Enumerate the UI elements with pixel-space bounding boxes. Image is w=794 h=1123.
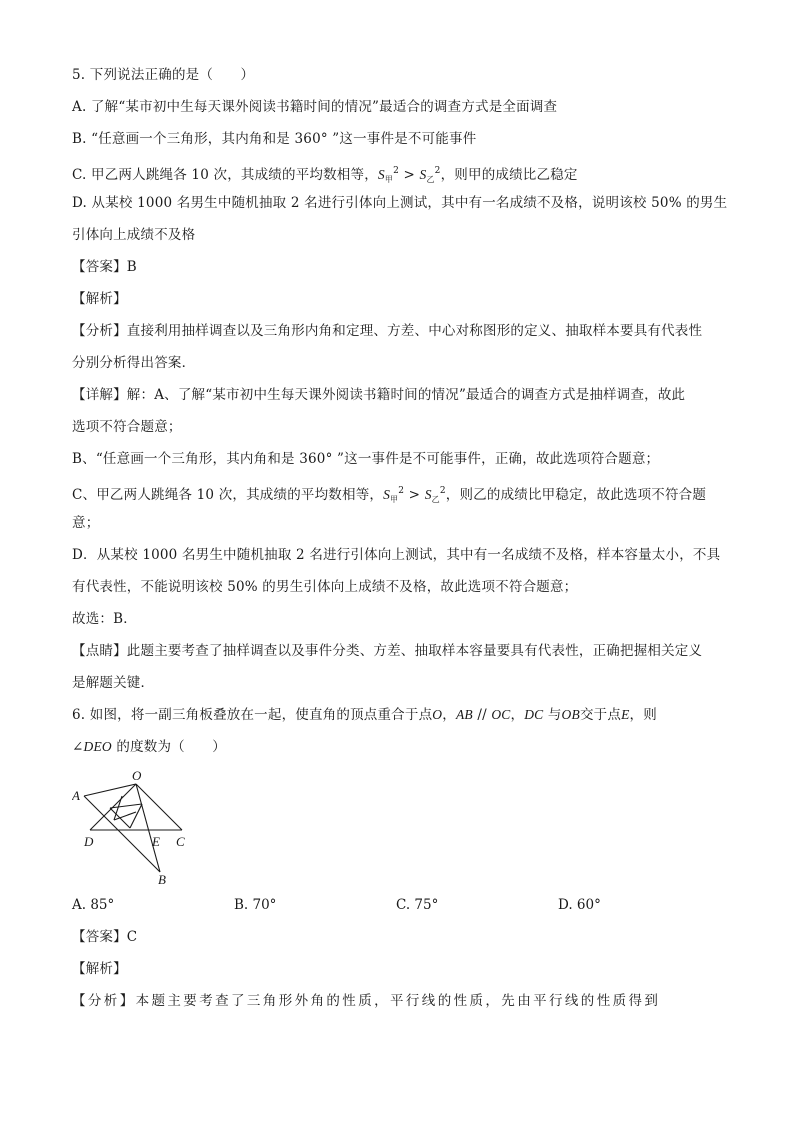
subscript-jia: 甲 (384, 175, 394, 184)
label-a: A (72, 788, 80, 803)
q6-stem-text-e: 交于点 (579, 707, 622, 723)
q5-title: 5. 下列说法正确的是（ ） (72, 67, 255, 83)
q6-stem-text-d: 与 (543, 707, 562, 723)
q5-dianjing-line1: 【点睛】此题主要考查了抽样调查以及事件分类、方差、抽取样本容量要具有代表性，正确把握相关定义 (72, 643, 703, 659)
segment-do (90, 784, 136, 830)
q5-xiangjie-line6: D．从某校 1000 名男生中随机抽取 2 名进行引体向上测试，其中有一名成绩不及格，样本容量太小，不具 (72, 547, 721, 563)
segment-ab (84, 796, 160, 872)
q6-choice-b: B. 70° (234, 897, 277, 913)
q5-fenxi-line2: 分别分析得出答案． (72, 355, 196, 371)
q6-segment-oc: OC (491, 707, 511, 722)
q6-choice-d: D. 60° (558, 897, 601, 913)
q5-conclusion: 故选：B． (72, 611, 137, 627)
superscript-two-3: 2 (398, 486, 405, 496)
q6-angle-deo: DEO (83, 739, 112, 754)
q5-fenxi-line1: 【分析】直接利用抽样调查以及三角形内角和定理、方差、中心对称图形的定义、抽取样本要具有代表性 (72, 323, 703, 339)
segment-oc (136, 784, 182, 830)
variance-symbol-s-2: S (419, 167, 427, 182)
q5-option-d-line1: D. 从某校 1000 名男生中随机抽取 2 名进行引体向上测试，其中有一名成绩不及格，说明该校 50% 的男生 (72, 195, 728, 211)
q6-point-e: E (621, 707, 630, 722)
subscript-yi-2: 乙 (431, 495, 440, 504)
q5-variance-expression (378, 167, 441, 183)
label-e: E (152, 834, 160, 849)
q5-option-c-text-post: ，则甲的成绩比乙稳定 (440, 167, 578, 183)
superscript-two-4: 2 (439, 486, 446, 496)
q6-stem-text-a: 6. 如图，将一副三角板叠放在一起，使直角的顶点重合于点 (72, 707, 433, 723)
q6-angle-sign: ∠ (72, 739, 84, 755)
q5-xiangjie-line3: B、“任意画一个三角形，其内角和是 360° ”这一事件是不可能事件，正确，故此选项符合题意； (72, 451, 660, 467)
q6-jiexi-heading: 【解析】 (72, 961, 127, 977)
segment-ob (136, 784, 160, 872)
q6-choices (72, 892, 732, 924)
q5-variance-expression-2 (383, 487, 446, 503)
label-o: O (132, 768, 142, 783)
label-b: B (158, 872, 166, 886)
variance-symbol-s: S (377, 167, 385, 182)
q5-option-b: B. “任意画一个三角形，其内角和是 360° ”这一事件是不可能事件 (72, 131, 477, 147)
label-d: D (84, 834, 94, 849)
q6-fenxi-line1: 【分析】本题主要考查了三角形外角的性质，平行线的性质，先由平行线的性质得到 (72, 993, 661, 1009)
q6-parallel-sign: // (472, 707, 492, 723)
q6-choice-a: A. 85° (72, 897, 115, 913)
label-c: C (176, 834, 185, 849)
segment-ao (84, 784, 136, 796)
q6-triangle-figure (72, 768, 732, 886)
greater-than-sign: > (399, 167, 420, 183)
variance-symbol-s-4: S (424, 487, 432, 502)
q6-stem-text-f: ，则 (629, 707, 657, 723)
q6-figure-svg (72, 768, 202, 886)
subscript-yi: 乙 (426, 175, 435, 184)
inner-line-2 (130, 804, 142, 828)
q5-jiexi-heading: 【解析】 (72, 291, 127, 307)
q5-xiangjie-line2: 选项不符合题意； (72, 419, 182, 435)
q5-xiangjie-line4 (72, 478, 732, 510)
q5-answer: 【答案】B (72, 259, 137, 275)
document-page (72, 62, 732, 1020)
q6-choice-c: C. 75° (396, 897, 439, 913)
q6-segment-dc: DC (524, 707, 544, 722)
q5-xiangjie-line1: 【详解】解：A、了解“某市初中生每天课外阅读书籍时间的情况”最适合的调查方式是抽样调查，故此 (72, 387, 686, 403)
q5-option-a: A. 了解“某市初中生每天课外阅读书籍时间的情况”最适合的调查方式是全面调查 (72, 99, 558, 115)
q5-option-c (72, 158, 732, 190)
superscript-two-2: 2 (434, 166, 441, 176)
superscript-two: 2 (393, 166, 399, 176)
greater-than-sign-2: > (404, 487, 425, 503)
q5-xiangjie-line5: 意； (72, 515, 100, 531)
q6-stem-text-c: ， (510, 707, 525, 723)
q6-stem-text-2: 的度数为（ ） (111, 739, 226, 755)
q5-xiangjie-line4-pre: C、甲乙两人跳绳各 10 次，其成绩的平均数相等， (72, 487, 384, 503)
subscript-jia-2: 甲 (390, 495, 399, 504)
q5-option-d-line2: 引体向上成绩不及格 (72, 227, 196, 243)
q6-stem-line1 (72, 702, 732, 734)
q5-xiangjie-line7: 有代表性，不能说明该校 50% 的男生引体向上成绩不及格，故此选项不符合题意； (72, 579, 578, 595)
q6-point-o: O (432, 707, 443, 722)
q5-dianjing-line2: 是解题关键． (72, 675, 155, 691)
q5-xiangjie-line4-post: ，则乙的成绩比甲稳定，故此选项不符合题 (445, 487, 707, 503)
q6-stem-text-b: ， (442, 707, 456, 723)
q6-stem-line2 (72, 734, 732, 766)
variance-symbol-s-3: S (383, 487, 391, 502)
q6-answer: 【答案】C (72, 929, 138, 945)
q5-option-c-text-pre: C. 甲乙两人跳绳各 10 次，其成绩的平均数相等， (72, 167, 378, 183)
q6-segment-ob: OB (561, 707, 580, 722)
q6-segment-ab: AB (455, 707, 473, 722)
